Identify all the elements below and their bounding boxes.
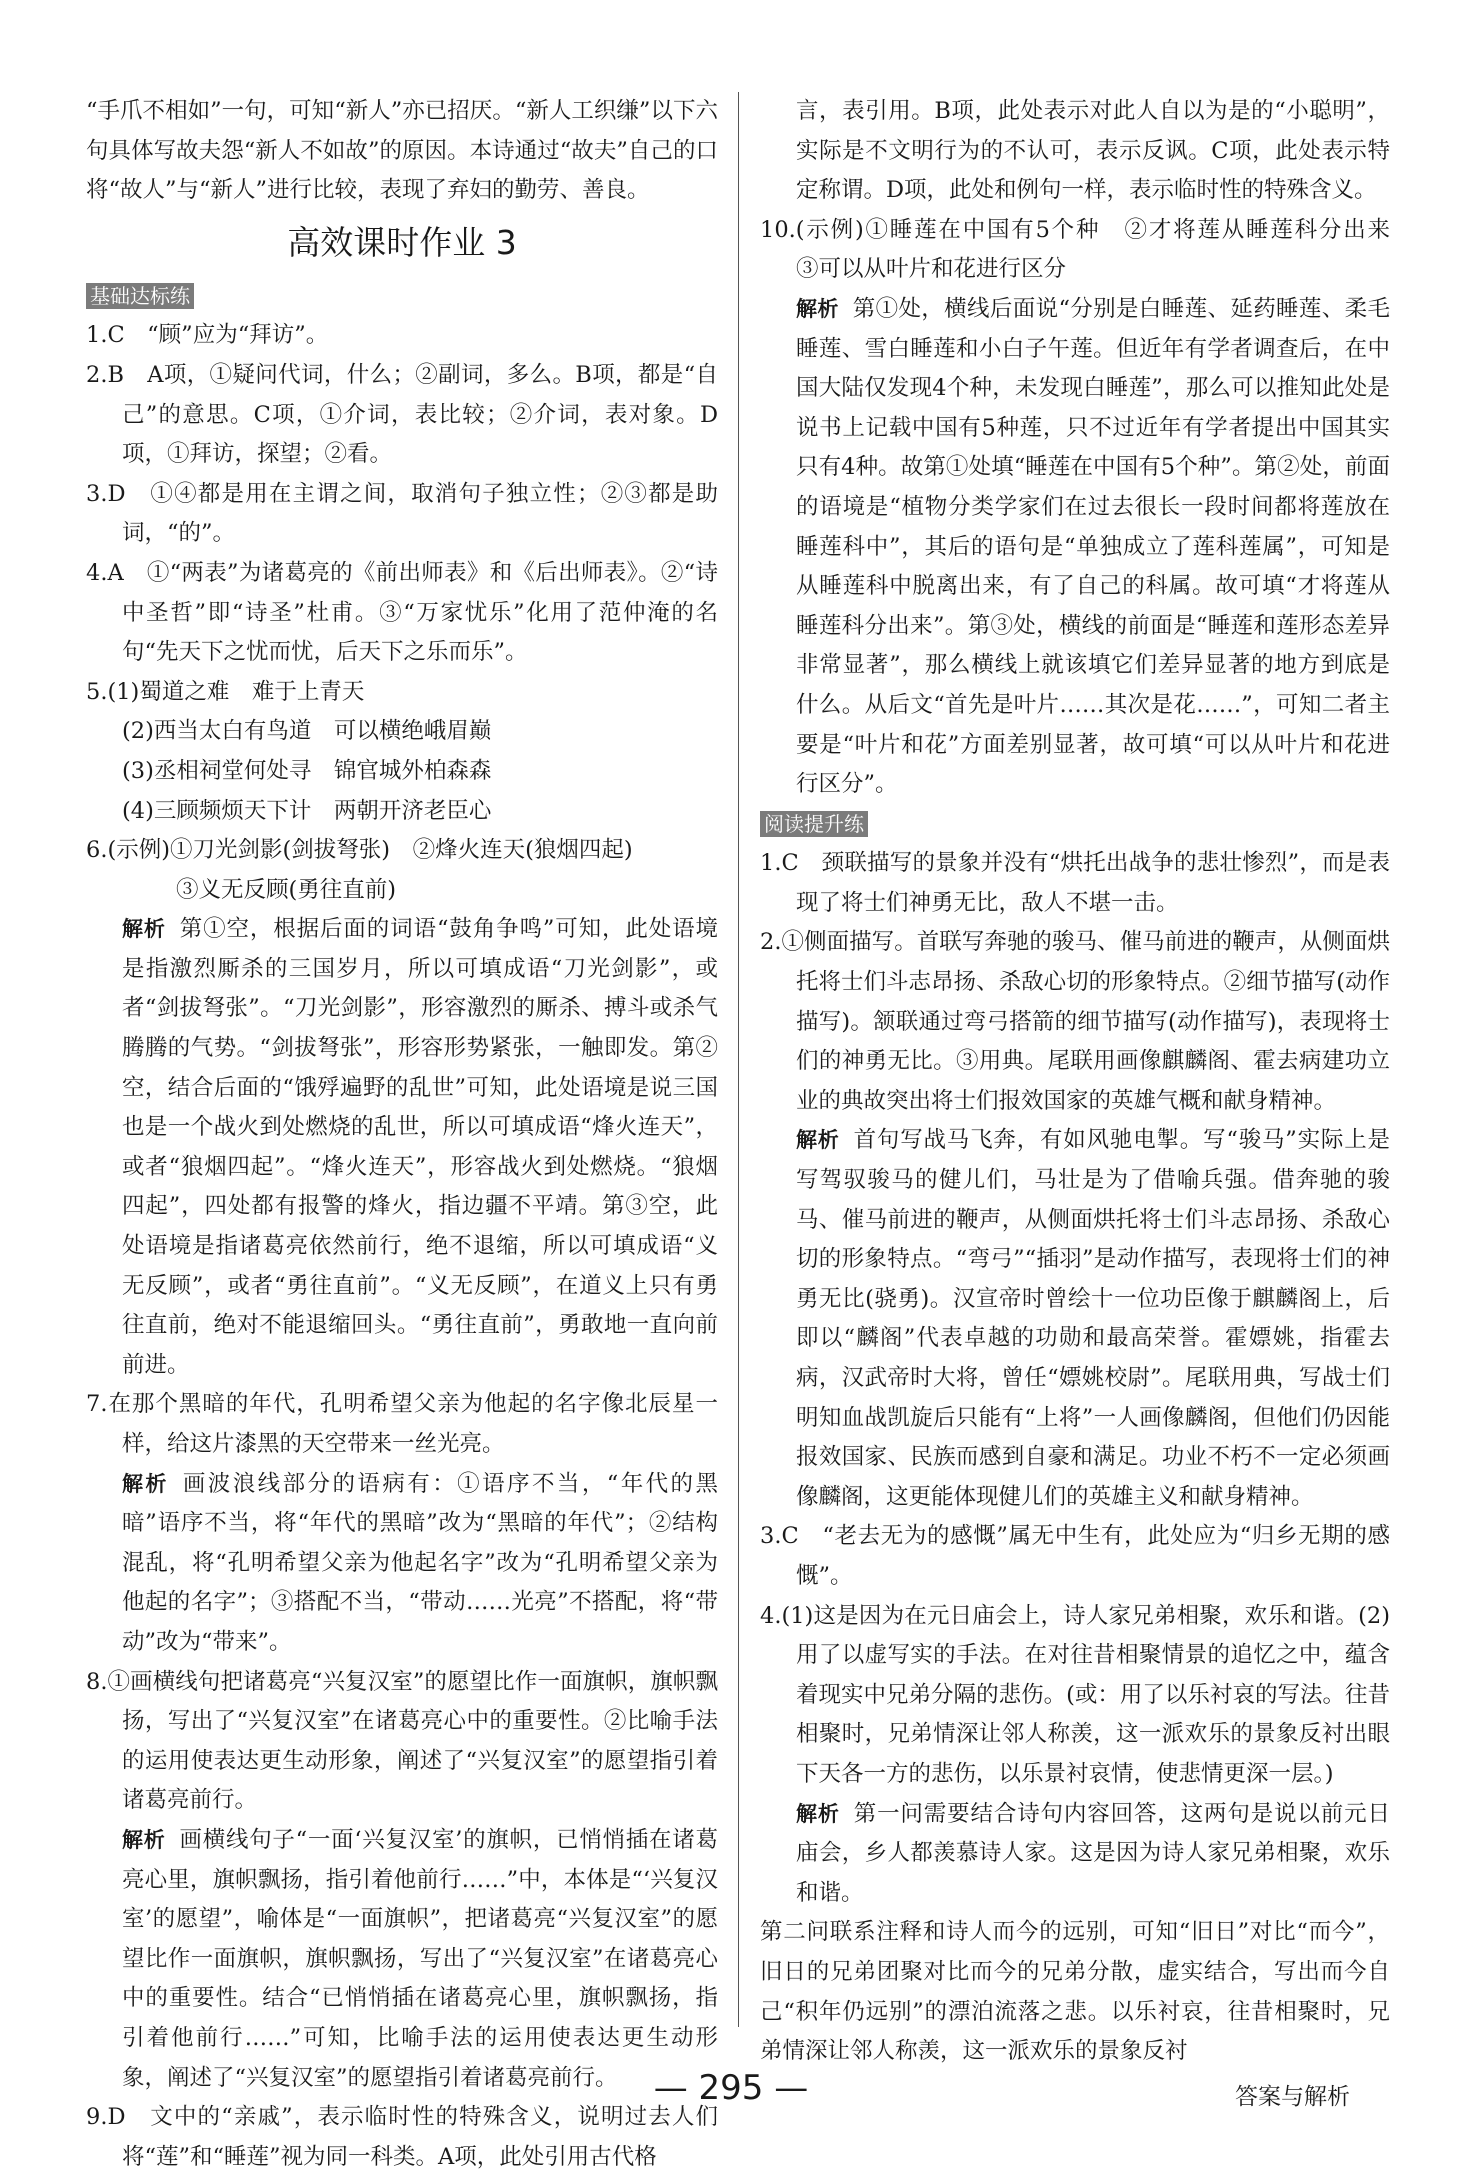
explanation-text: 首句写战马飞奔，有如风驰电掣。写“骏马”实际上是写驾驭骏马的健儿们，马壮是为了借喻兵强。借奔驰的骏马、催马前进的鞭声，从侧面烘托将士们斗志昂扬、杀敌心切的形象特点。“弯弓”“插羽”是动作描写，表现将士们的神勇无比(骁勇)。汉宣帝时曾绘十一位功臣像于麒麟阁上，后即以“麟阁”代表卓越的功勋和最高荣誉。霍嫖姚，指霍去病，汉武帝时大将，曾任“嫖姚校尉”。尾联用典，写战士们明知血战凯旋后只能有“上将”一人画像麟阁，但他们仍因能报效国家、民族而感到自豪和满足。功业不朽不一定必须画像麟阁，这更能体现健儿们的英雄主义和献身精神。 (796, 1127, 1391, 1510)
explanation-6 (86, 910, 718, 1385)
answer-6: 6.(示例)①刀光剑影(剑拔弩张) ②烽火连天(狼烟四起) (86, 837, 633, 864)
answer-5-2: (2)西当太白有鸟道 可以横绝峨眉巅 (122, 718, 492, 745)
explanation-8 (86, 1821, 718, 2098)
right-column (760, 92, 1413, 2072)
answer-6-cont: ③义无反顾(勇往直前) (176, 876, 397, 903)
explanation-label: 解析 (796, 1128, 840, 1153)
section-tag-reading: 阅读提升练 (760, 811, 868, 837)
reading-explanation-2 (760, 1121, 1390, 1517)
column-divider (738, 92, 739, 2027)
reading-explanation-4 (760, 1795, 1390, 1914)
explanation-text: 第①处，横线后面说“分别是白睡莲、延药睡莲、柔毛睡莲、雪白睡莲和小白子午莲。但近年有学者调查后，在中国大陆仅发现4个种，未发现白睡莲”，那么可以推知此处是说书上记载中国有5种莲，只不过近年有学者提出中国其实只有4种。故第①处填“睡莲在中国有5个种”。第②处，前面的语境是“植物分类学家们在过去很长一段时间都将莲放在睡莲科中”，其后的语句是“单独成立了莲科莲属”，可知是从睡莲科中脱离出来，有了自己的科属。故可填“才将莲从睡莲科分出来”。第③处，横线的前面是“睡莲和莲形态差异非常显著”，那么横线上就该填它们差异显著的地方到底是什么。从后文“首先是叶片……其次是花……”，可知二者主要是“叶片和花”方面差别显著，故可填“可以从叶片和花进行区分”。 (796, 295, 1390, 798)
explanation-label: 解析 (122, 1827, 166, 1852)
explanation-text: 第一问需要结合诗句内容回答，这两句是说以前元日庙会，乡人都羡慕诗人家。这是因为诗人家兄弟相聚，欢乐和谐。 (796, 1800, 1390, 1906)
answer-9: 9.D 文中的“亲戚”，表示临时性的特殊含义，说明过去人们将“莲”和“睡莲”视为同一科类。A项，此处引用古代格 (86, 2104, 718, 2170)
explanation-7 (86, 1465, 718, 1663)
answer-4: 4.A ①“两表”为诸葛亮的《前出师表》和《后出师表》。②“诗中圣哲”即“诗圣”杜甫。③“万家忧乐”化用了范仲淹的名句“先天下之忧而忧，后天下之乐而乐”。 (86, 559, 718, 666)
reading-answer-1: 1.C 颈联描写的景象并没有“烘托出战争的悲壮惨烈”，而是表现了将士们神勇无比，敌人不堪一击。 (760, 850, 1390, 916)
reading-answer-3: 3.C “老去无为的感慨”属无中生有，此处应为“归乡无期的感慨”。 (760, 1523, 1390, 1589)
answer-7: 7.在那个黑暗的年代，孔明希望父亲为他起的名字像北辰星一样，给这片漆黑的天空带来一丝光亮。 (86, 1391, 718, 1457)
answer-1: 1.C “顾”应为“拜访”。 (86, 322, 329, 349)
explanation-label: 解析 (796, 296, 839, 321)
explanation-text: 第①空，根据后面的词语“鼓角争鸣”可知，此处语境是指激烈厮杀的三国岁月，所以可填成语“刀光剑影”，或者“剑拔弩张”。“刀光剑影”，形容激烈的厮杀、搏斗或杀气腾腾的气势。“剑拔弩张”，形容形势紧张，一触即发。第②空，结合后面的“饿殍遍野的乱世”可知，此处语境是说三国也是一个战火到处燃烧的乱世，所以可填成语“烽火连天”，或者“狼烟四起”。“烽火连天”，形容战火到处燃烧。“狼烟四起”，四处都有报警的烽火，指边疆不平靖。第③空，此处语境是指诸葛亮依然前行，绝不退缩，所以可填成语“义无反顾”，或者“勇往直前”。“义无反顾”，在道义上只有勇往直前，绝对不能退缩回头。“勇往直前”，勇敢地一直向前前进。 (122, 916, 718, 1378)
reading-explanation-4-cont: 第二问联系注释和诗人而今的远别，可知“旧日”对比“而今”，旧日的兄弟团聚对比而今的兄弟分散，虚实结合，写出而今自己“积年仍远别”的漂泊流落之悲。以乐衬哀，往昔相聚时，兄弟情深让邻人称羡，这一派欢乐的景象反衬 (760, 1919, 1390, 2065)
explanation-text: 画横线句子“一面‘兴复汉室’的旗帜，已悄悄插在诸葛亮心里，旗帜飘扬，指引着他前行……”中，本体是“‘兴复汉室’的愿望”，喻体是“一面旗帜”，把诸葛亮“兴复汉室”的愿望比作一面旗帜，旗帜飘扬，写出了“兴复汉室”在诸葛亮心中的重要性。结合“已悄悄插在诸葛亮心里，旗帜飘扬，指引着他前行……”可知，比喻手法的运用使表达更生动形象，阐述了“兴复汉室”的愿望指引着诸葛亮前行。 (122, 1826, 719, 2091)
left-column (86, 92, 718, 2177)
explanation-label: 解析 (122, 1471, 169, 1496)
answer-2: 2.B A项，①疑问代词，什么；②副词，多么。B项，都是“自己”的意思。C项，①介词，表比较；②介词，表对象。D项，①拜访，探望；②看。 (86, 361, 718, 468)
section-tag-basic: 基础达标练 (86, 283, 194, 309)
answer-5-4: (4)三顾频烦天下计 两朝开济老臣心 (122, 797, 492, 824)
answer-9-cont: 言，表引用。B项，此处表示对此人自以为是的“小聪明”，实际是不文明行为的不认可，表示反讽。C项，此处表示特定称谓。D项，此处和例句一样，表示临时性的特殊含义。 (796, 98, 1390, 204)
explanation-10 (760, 290, 1390, 805)
answer-10: 10.(示例)①睡莲在中国有5个种 ②才将莲从睡莲科分出来 ③可以从叶片和花进行区分 (760, 216, 1413, 283)
answer-8: 8.①画横线句把诸葛亮“兴复汉室”的愿望比作一面旗帜，旗帜飘扬，写出了“兴复汉室”在诸葛亮心中的重要性。②比喻手法的运用使表达更生动形象，阐述了“兴复汉室”的愿望指引着诸葛亮前行。 (86, 1668, 718, 1814)
reading-answer-4: 4.(1)这是因为在元日庙会上，诗人家兄弟相聚，欢乐和谐。(2)用了以虚写实的手法。在对往昔相聚情景的追忆之中，蕴含着现实中兄弟分隔的悲伤。(或：用了以乐衬哀的写法。往昔相聚时，兄弟情深让邻人称羡，这一派欢乐的景象反衬出眼下天各一方的悲伤，以乐景衬哀情，使悲情更深一层。) (760, 1602, 1390, 1787)
explanation-text: 画波浪线部分的语病有：①语序不当，“年代的黑暗”语序不当，将“年代的黑暗”改为“黑暗的年代”；②结构混乱，将“孔明希望父亲为他起名字”改为“孔明希望父亲为他起的名字”；③搭配不当，“带动……光亮”不搭配，将“带动”改为“带来”。 (122, 1470, 718, 1655)
answer-3: 3.D ①④都是用在主谓之间，取消句子独立性；②③都是助词，“的”。 (86, 480, 718, 547)
explanation-label: 解析 (122, 917, 166, 942)
reading-answer-2: 2.①侧面描写。首联写奔驰的骏马、催马前进的鞭声，从侧面烘托将士们斗志昂扬、杀敌心切的形象特点。②细节描写(动作描写)。颔联通过弯弓搭箭的细节描写(动作描写)，表现将士们的神勇无比。③用典。尾联用画像麒麟阁、霍去病建功立业的典故突出将士们报效国家的英雄气概和献身精神。 (760, 929, 1390, 1114)
page-title: 高效课时作业 3 (287, 222, 517, 262)
page-number: — 295 — (653, 2068, 809, 2108)
answer-5-3: (3)丞相祠堂何处寻 锦官城外柏森森 (122, 757, 492, 784)
footer-label: 答案与解析 (1235, 2084, 1350, 2110)
explanation-label: 解析 (796, 1801, 840, 1826)
intro-paragraph: “手爪不相如”一句，可知“新人”亦已招厌。“新人工织缣”以下六句具体写故夫怨“新人不如故”的原因。本诗通过“故夫”自己的口将“故人”与“新人”进行比较，表现了弃妇的勤劳、善良。 (86, 98, 718, 204)
answer-5-1: 5.(1)蜀道之难 难于上青天 (86, 678, 365, 705)
